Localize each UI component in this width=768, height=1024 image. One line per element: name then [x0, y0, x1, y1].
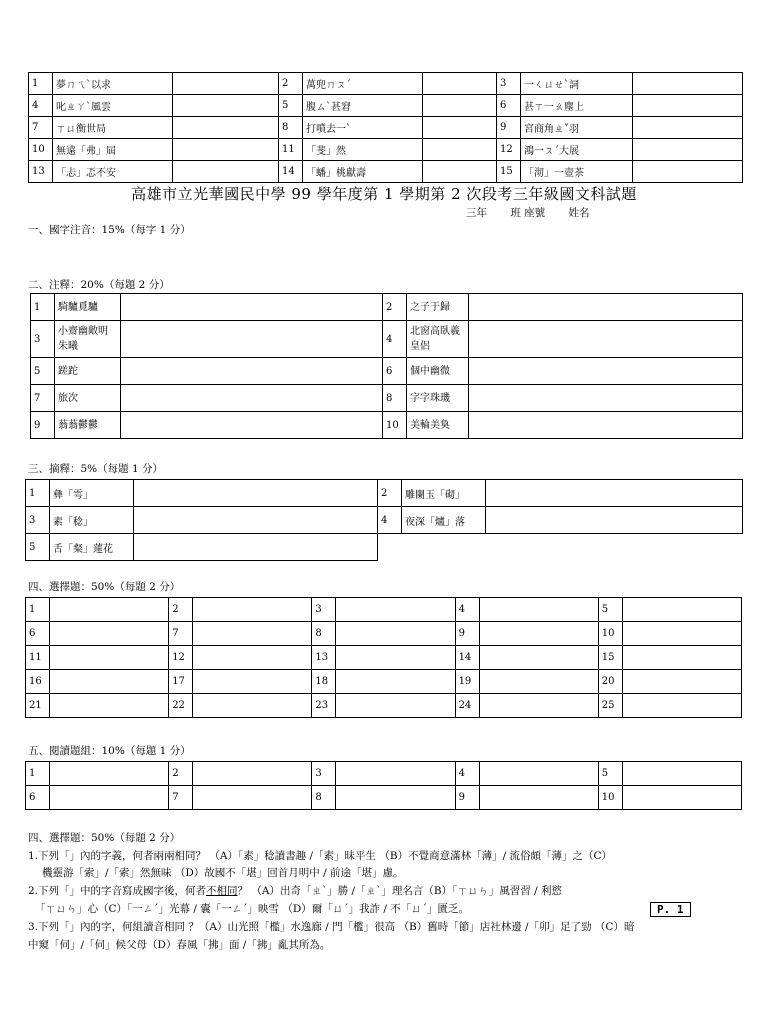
answer-cell[interactable]: [193, 670, 312, 694]
answer-cell[interactable]: [50, 786, 169, 810]
answer-cell[interactable]: [121, 385, 383, 412]
phonetic-answer-table: [28, 72, 743, 183]
item-prompt: 一ㄑㄩㄝˋ詞: [521, 73, 633, 95]
answer-cell[interactable]: [134, 480, 378, 507]
item-number: 10: [29, 139, 53, 161]
item-prompt: 夢ㄇㄟˋ以求: [53, 73, 173, 95]
item-prompt: 彝「雩」: [50, 480, 134, 507]
question-2-line-2: 「ㄒㄩㄣ」心（C）「一ㄥˊ」光幕 / 囊「一ㄥˊ」映雪 （D）爾「ㄩˊ」我詐 / 不「ㄩˊ」匱乏。: [35, 903, 469, 915]
item-number: 8: [279, 117, 303, 139]
table-row: [26, 622, 742, 646]
explanation-table: [25, 479, 743, 561]
item-number: 3: [26, 507, 50, 534]
item-prompt: 蹉跎: [55, 358, 121, 385]
empty-cell: [378, 534, 743, 561]
question-1-line-1: 1.下列「」內的字義，何者兩兩相同？ （A）「素」稔讀書趣 /「素」昧平生 （B）不覺商意滿林「薄」/ 流俗頗「薄」之（C）: [28, 850, 613, 862]
answer-cell[interactable]: [423, 161, 497, 183]
item-prompt: 鴻一ㄡˊ大展: [521, 139, 633, 161]
table-row: [26, 598, 742, 622]
question-number: 9: [455, 786, 479, 810]
answer-cell[interactable]: [193, 622, 312, 646]
answer-cell[interactable]: [336, 762, 455, 786]
answer-cell[interactable]: [121, 412, 383, 439]
item-number: 1: [29, 73, 53, 95]
item-number: 4: [383, 321, 407, 358]
answer-cell[interactable]: [50, 694, 169, 718]
question-number: 6: [26, 786, 50, 810]
answer-cell[interactable]: [469, 412, 743, 439]
answer-cell[interactable]: [173, 95, 279, 117]
item-prompt: 北窗高臥羲皇侶: [407, 321, 469, 358]
choice-section-heading: 四、選擇題：50%（每題 2 分）: [28, 832, 181, 844]
item-prompt: 字字珠璣: [407, 385, 469, 412]
question-number: 23: [312, 694, 336, 718]
item-number: 2: [279, 73, 303, 95]
answer-cell[interactable]: [622, 598, 741, 622]
answer-cell[interactable]: [479, 598, 598, 622]
answer-cell[interactable]: [193, 762, 312, 786]
answer-cell[interactable]: [479, 622, 598, 646]
question-number: 20: [598, 670, 622, 694]
question-number: 3: [312, 762, 336, 786]
item-prompt: 叱ㄓㄚˋ風雲: [53, 95, 173, 117]
item-number: 5: [279, 95, 303, 117]
table-row: [29, 73, 743, 95]
name-label: 姓名: [568, 207, 590, 219]
student-info: [466, 205, 610, 220]
question-number: 10: [598, 622, 622, 646]
item-number: 3: [31, 321, 55, 358]
question-number: 6: [26, 622, 50, 646]
question-1-line-2: 機靈游「索」/「索」然無味 （D）故國不「堪」回首月明中 / 前途「堪」慮。: [42, 867, 404, 879]
section-4-heading: 四、選擇題：50%（每題 2 分）: [28, 581, 181, 593]
reading-answer-table: [25, 761, 742, 810]
answer-cell[interactable]: [469, 294, 743, 321]
answer-cell[interactable]: [173, 139, 279, 161]
answer-cell[interactable]: [423, 117, 497, 139]
answer-cell[interactable]: [622, 762, 741, 786]
section-5-heading: 五、閱讀題組：10%（每題 1 分）: [28, 745, 191, 757]
answer-cell[interactable]: [336, 786, 455, 810]
section-3-heading: 三、摘釋：5%（每題 1 分）: [28, 463, 164, 475]
question-number: 14: [455, 646, 479, 670]
item-number: 15: [497, 161, 521, 183]
item-prompt: 騎驢覓驢: [55, 294, 121, 321]
answer-cell[interactable]: [50, 622, 169, 646]
item-number: 9: [31, 412, 55, 439]
answer-cell[interactable]: [193, 786, 312, 810]
table-row: [31, 385, 743, 412]
answer-cell[interactable]: [423, 95, 497, 117]
item-prompt: 蓊蓊鬱鬱: [55, 412, 121, 439]
answer-cell[interactable]: [50, 598, 169, 622]
item-prompt: 美輪美奐: [407, 412, 469, 439]
item-number: 10: [383, 412, 407, 439]
answer-cell[interactable]: [121, 358, 383, 385]
item-prompt: 個中幽微: [407, 358, 469, 385]
item-number: 3: [497, 73, 521, 95]
answer-cell[interactable]: [50, 762, 169, 786]
table-row: [26, 786, 742, 810]
table-row: [29, 95, 743, 117]
answer-cell[interactable]: [423, 73, 497, 95]
item-number: 9: [497, 117, 521, 139]
table-row: [26, 480, 743, 507]
answer-cell[interactable]: [336, 670, 455, 694]
answer-cell[interactable]: [633, 161, 743, 183]
answer-cell[interactable]: [469, 385, 743, 412]
item-prompt: 素「稔」: [50, 507, 134, 534]
section-1-heading: 一、國字注音：15%（每字 1 分）: [28, 224, 191, 236]
item-prompt: 宮商角ㄓˇ羽: [521, 117, 633, 139]
answer-cell[interactable]: [50, 646, 169, 670]
question-number: 5: [598, 598, 622, 622]
answer-cell[interactable]: [479, 762, 598, 786]
item-prompt: 小齋幽敞明朱曦: [55, 321, 121, 358]
answer-cell[interactable]: [121, 321, 383, 358]
item-prompt: 夜深「爐」落: [402, 507, 486, 534]
answer-cell[interactable]: [173, 117, 279, 139]
item-prompt: 打噴去一ˋ: [303, 117, 423, 139]
answer-cell[interactable]: [134, 534, 378, 561]
item-number: 5: [31, 358, 55, 385]
item-number: 1: [31, 294, 55, 321]
question-number: 7: [169, 786, 193, 810]
question-2-options: ？ （A）出奇「ㄓˋ」勝 /「ㄓˋ」理名言（B）「ㄒㄩㄣ」風習習 / 利慾: [237, 885, 563, 897]
table-row: [26, 762, 742, 786]
exam-title: 高雄市立光華國民中學 99 學年度第 1 學期第 2 次段考三年級國文科試題: [131, 185, 637, 203]
item-number: 4: [378, 507, 402, 534]
table-row: [31, 358, 743, 385]
question-number: 4: [455, 598, 479, 622]
item-prompt: 萬兜ㄇㄡˊ: [303, 73, 423, 95]
item-number: 14: [279, 161, 303, 183]
table-row: [31, 294, 743, 321]
question-number: 13: [312, 646, 336, 670]
question-number: 2: [169, 762, 193, 786]
answer-cell[interactable]: [336, 622, 455, 646]
item-prompt: 旅次: [55, 385, 121, 412]
question-3-line-1: 3.下列「」內的字，何組讀音相同 ？（A）山光照「檻」水逸廊 / 門「檻」很高 （B）舊時「節」店社林邊 /「卯」足了勁 （C）暗: [28, 921, 635, 933]
question-number: 17: [169, 670, 193, 694]
question-2-line-1: [28, 883, 562, 898]
item-prompt: 無遠「弗」屆: [53, 139, 173, 161]
question-number: 15: [598, 646, 622, 670]
question-number: 4: [455, 762, 479, 786]
answer-cell[interactable]: [121, 294, 383, 321]
question-number: 24: [455, 694, 479, 718]
question-number: 3: [312, 598, 336, 622]
item-number: 7: [31, 385, 55, 412]
answer-cell[interactable]: [486, 480, 743, 507]
question-number: 1: [26, 762, 50, 786]
answer-cell[interactable]: [622, 694, 741, 718]
table-row: [26, 534, 743, 561]
answer-cell[interactable]: [336, 694, 455, 718]
answer-cell[interactable]: [622, 670, 741, 694]
item-prompt: 「斐」然: [303, 139, 423, 161]
item-number: 6: [383, 358, 407, 385]
question-number: 18: [312, 670, 336, 694]
answer-cell[interactable]: [479, 646, 598, 670]
table-row: [31, 321, 743, 358]
question-number: 21: [26, 694, 50, 718]
answer-cell[interactable]: [469, 321, 743, 358]
answer-cell[interactable]: [479, 670, 598, 694]
table-row: [26, 670, 742, 694]
question-number: 12: [169, 646, 193, 670]
item-prompt: 「忐」忑不安: [53, 161, 173, 183]
answer-cell[interactable]: [486, 507, 743, 534]
question-number: 16: [26, 670, 50, 694]
table-row: [26, 646, 742, 670]
page-number-box: P. 1: [650, 902, 691, 917]
answer-cell[interactable]: [50, 670, 169, 694]
question-number: 7: [169, 622, 193, 646]
question-number: 2: [169, 598, 193, 622]
question-number: 8: [312, 622, 336, 646]
answer-cell[interactable]: [336, 646, 455, 670]
question-number: 9: [455, 622, 479, 646]
answer-cell[interactable]: [469, 358, 743, 385]
answer-cell[interactable]: [633, 95, 743, 117]
table-row: [26, 694, 742, 718]
question-number: 5: [598, 762, 622, 786]
question-number: 19: [455, 670, 479, 694]
question-number: 11: [26, 646, 50, 670]
item-prompt: 甚ㄒ一ㄠ塵上: [521, 95, 633, 117]
item-number: 2: [383, 294, 407, 321]
answer-cell[interactable]: [479, 786, 598, 810]
item-number: 11: [279, 139, 303, 161]
answer-cell[interactable]: [633, 139, 743, 161]
table-row: [29, 117, 743, 139]
item-number: 8: [383, 385, 407, 412]
item-number: 4: [29, 95, 53, 117]
question-3-line-2: 中窺「伺」/「伺」候父母（D）春風「拂」面 /「拂」亂其所為。: [28, 939, 331, 951]
question-number: 8: [312, 786, 336, 810]
item-prompt: 舌「粲」蓮花: [50, 534, 134, 561]
answer-cell[interactable]: [633, 73, 743, 95]
item-prompt: 雕闌玉「砌」: [402, 480, 486, 507]
answer-cell[interactable]: [423, 139, 497, 161]
item-number: 5: [26, 534, 50, 561]
question-number: 10: [598, 786, 622, 810]
answer-cell[interactable]: [173, 161, 279, 183]
choice-answer-table: [25, 597, 742, 718]
answer-cell[interactable]: [336, 598, 455, 622]
class-seat-label: 班 座號: [510, 207, 546, 219]
table-row: [29, 161, 743, 183]
item-number: 6: [497, 95, 521, 117]
table-row: [29, 139, 743, 161]
grade-label: 三年: [466, 207, 487, 219]
answer-cell[interactable]: [193, 598, 312, 622]
question-2-underlined: 不相同: [206, 885, 238, 897]
question-2-prefix: 2.下列「」中的字音寫成國字後，何者: [28, 885, 207, 897]
answer-cell[interactable]: [622, 622, 741, 646]
answer-cell[interactable]: [173, 73, 279, 95]
answer-cell[interactable]: [622, 786, 741, 810]
item-number: 13: [29, 161, 53, 183]
answer-cell[interactable]: [193, 646, 312, 670]
item-prompt: 「蟠」桃獻壽: [303, 161, 423, 183]
item-number: 1: [26, 480, 50, 507]
section-2-heading: 二、注釋：20%（每題 2 分）: [28, 279, 170, 291]
item-prompt: 之子于歸: [407, 294, 469, 321]
answer-cell[interactable]: [622, 646, 741, 670]
item-prompt: 腹ㄙˋ甚窘: [303, 95, 423, 117]
item-number: 12: [497, 139, 521, 161]
annotation-table: [30, 293, 743, 439]
answer-cell[interactable]: [193, 694, 312, 718]
answer-cell[interactable]: [479, 694, 598, 718]
answer-cell[interactable]: [134, 507, 378, 534]
question-number: 22: [169, 694, 193, 718]
item-prompt: ㄒㄩ衡世局: [53, 117, 173, 139]
answer-cell[interactable]: [633, 117, 743, 139]
item-number: 7: [29, 117, 53, 139]
question-number: 1: [26, 598, 50, 622]
item-number: 2: [378, 480, 402, 507]
item-prompt: 「沏」一壺茶: [521, 161, 633, 183]
table-row: [31, 412, 743, 439]
table-row: [26, 507, 743, 534]
question-number: 25: [598, 694, 622, 718]
